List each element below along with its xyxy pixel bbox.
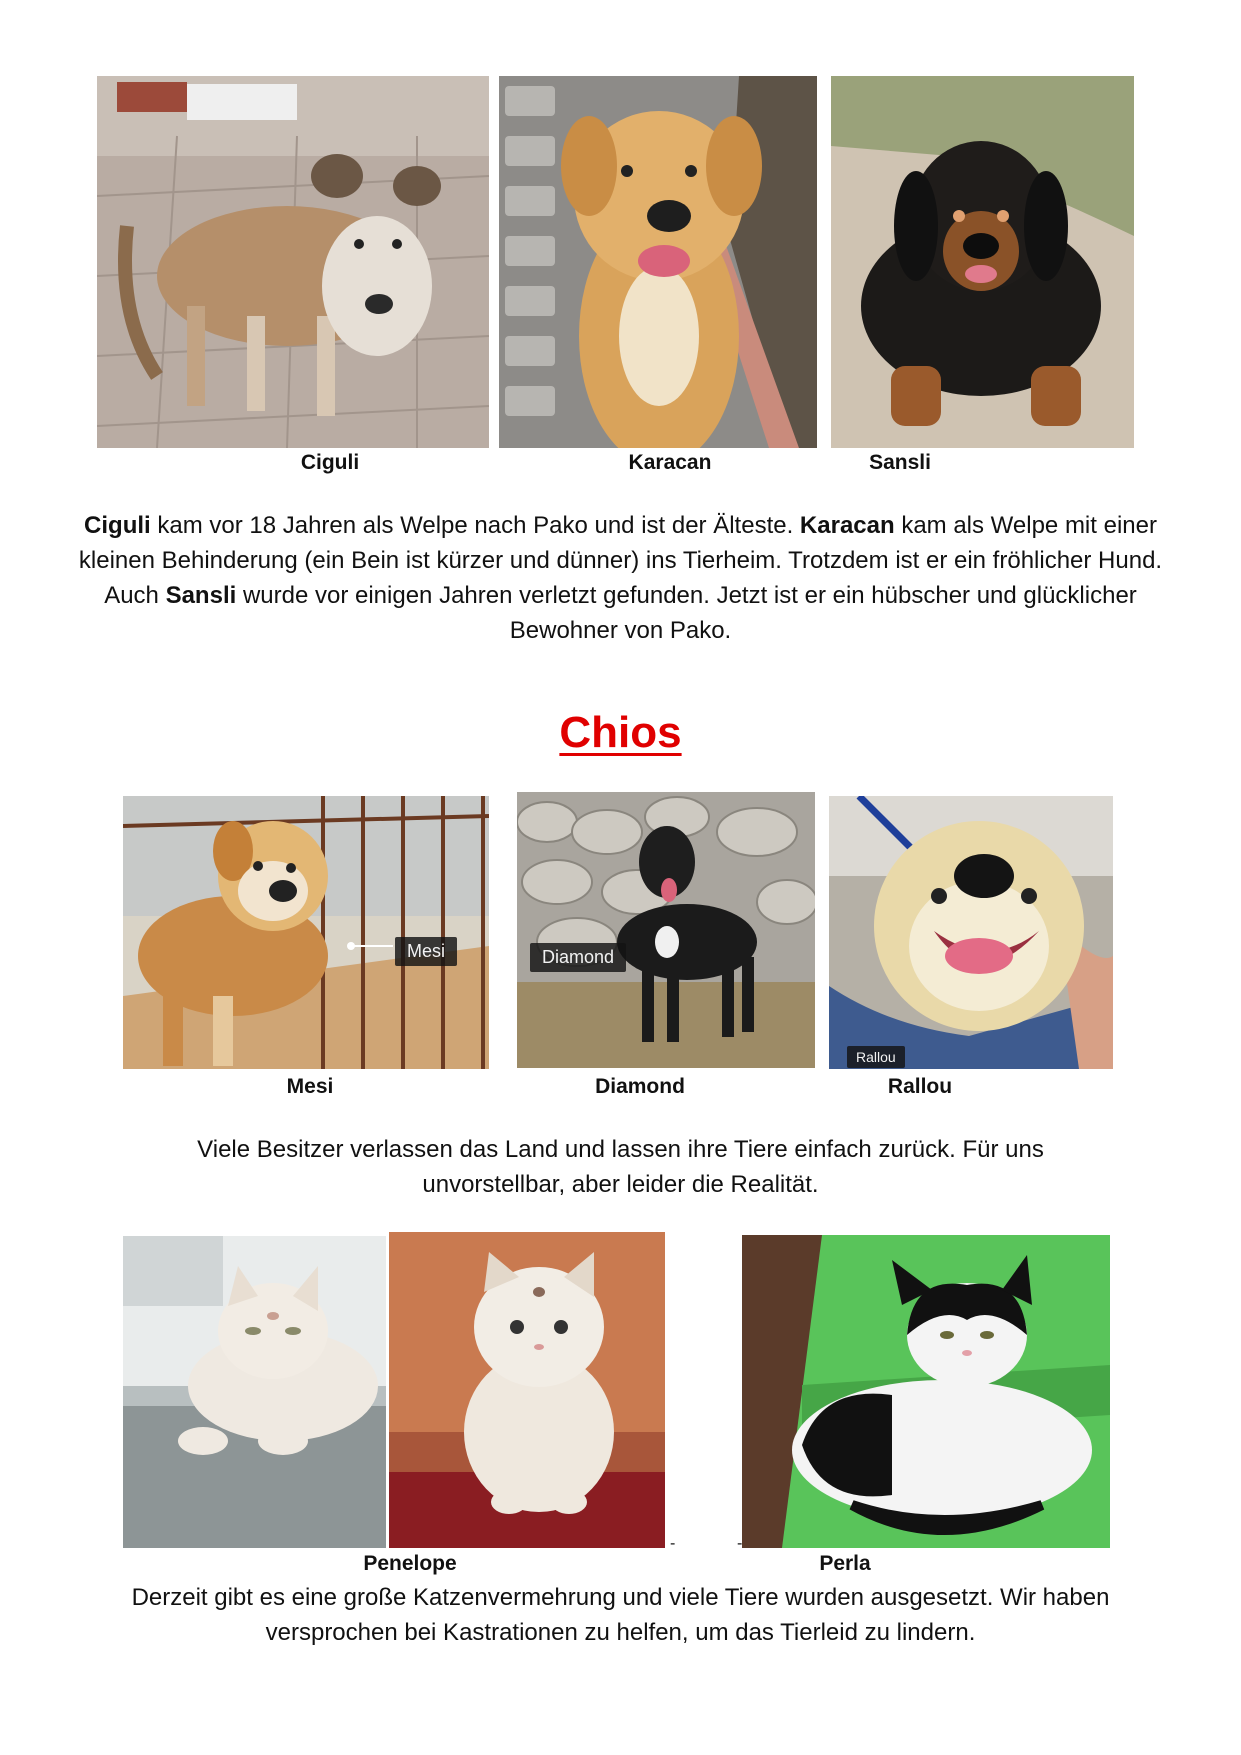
caption-dash-left: -: [670, 1535, 676, 1552]
name-sansli: Sansli: [165, 582, 237, 609]
text-karacan: kam als Welpe mit einer kleinen Behinderung (ein Bein ist kürzer und dünner) ins Tierheim. Trotzdem ist er ein fröhlicher Hund. Auch: [78, 512, 1163, 609]
photo-ciguli: [97, 76, 489, 448]
photo-sansli: [831, 76, 1134, 448]
cat-penelope-vet-image: [123, 1236, 386, 1548]
caption-sansli: Sansli: [869, 451, 931, 474]
photo-perla: [742, 1235, 1110, 1548]
photo-diamond: [517, 792, 815, 1068]
photo-mesi: [123, 796, 489, 1069]
pako-paragraph: [60, 508, 1181, 648]
photo-tag-rallou: Rallou: [847, 1046, 905, 1068]
photo-tag-mesi: Mesi: [395, 937, 457, 966]
dog-mesi-image: [123, 796, 489, 1069]
name-karacan: Karacan: [799, 512, 895, 539]
text-ciguli: kam vor 18 Jahren als Welpe nach Pako und ist der Älteste.: [150, 512, 800, 539]
photo-penelope-home: [389, 1232, 665, 1548]
caption-mesi: Mesi: [286, 1075, 334, 1098]
caption-penelope: Penelope: [363, 1552, 457, 1575]
name-ciguli: Ciguli: [84, 512, 151, 539]
dog-rallou-image: [829, 796, 1113, 1069]
section-heading-chios: Chios: [559, 708, 682, 757]
photo-karacan: [499, 76, 817, 448]
cats-paragraph: Derzeit gibt es eine große Katzenvermehrung und viele Tiere wurden ausgesetzt. Wir haben versprochen bei Kastrationen zu helfen, um das Tierleid zu lindern.: [131, 1584, 1110, 1646]
photo-rallou: [829, 796, 1113, 1069]
cat-perla-image: [742, 1235, 1110, 1548]
photo-tag-diamond: Diamond: [530, 943, 626, 972]
text-sansli: wurde vor einigen Jahren verletzt gefunden. Jetzt ist er ein hübscher und glücklicher Bewohner von Pako.: [236, 582, 1137, 644]
dog-diamond-image: [517, 792, 815, 1068]
caption-ciguli: Ciguli: [300, 451, 360, 474]
caption-rallou: Rallou: [887, 1075, 953, 1098]
caption-karacan: Karacan: [628, 451, 712, 474]
cat-penelope-home-image: [389, 1232, 665, 1548]
caption-dash-right: -: [737, 1535, 743, 1552]
caption-diamond: Diamond: [595, 1075, 685, 1098]
dog-sansli-image: [831, 76, 1134, 448]
chios-paragraph: Viele Besitzer verlassen das Land und lassen ihre Tiere einfach zurück. Für uns unvorstellbar, aber leider die Realität.: [197, 1136, 1044, 1198]
dog-karacan-image: [499, 76, 817, 448]
caption-perla: Perla: [819, 1552, 871, 1575]
dog-ciguli-image: [97, 76, 489, 448]
photo-penelope-vet: [123, 1236, 386, 1548]
